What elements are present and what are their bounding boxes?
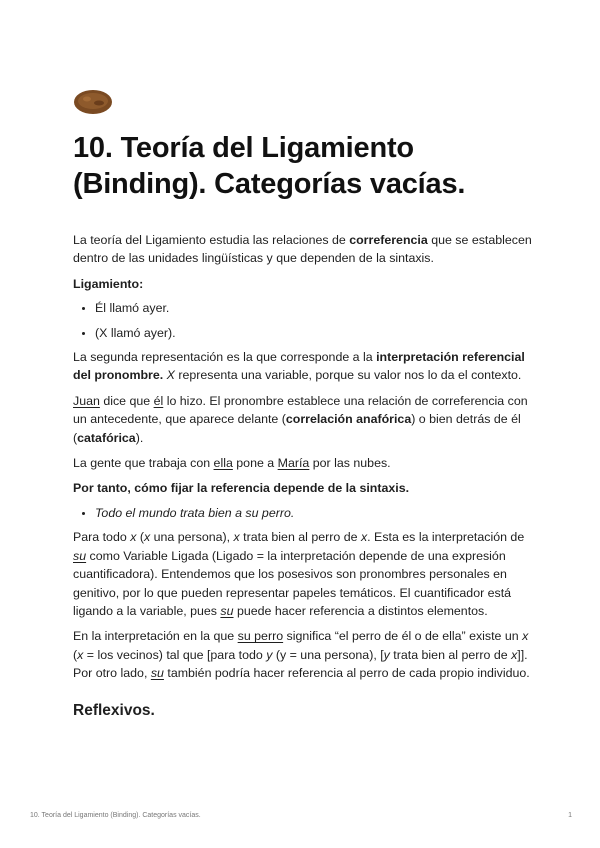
bold-term: interpretación referencial del pronombre. xyxy=(73,350,525,383)
underlined-word: él xyxy=(153,393,164,408)
underlined-word: ella xyxy=(213,456,233,471)
por-tanto-paragraph: Por tanto, cómo fijar la referencia depende de la sintaxis. xyxy=(73,481,410,496)
text: Para todo xyxy=(73,530,131,545)
text: La gente que trabaja con xyxy=(73,456,214,471)
text: ) o bien detrás de él ( xyxy=(73,412,521,445)
bold-term: correferencia xyxy=(349,233,428,247)
text: La teoría del Ligamiento estudia las relaciones de xyxy=(73,233,350,247)
italic-var: X xyxy=(166,368,175,383)
example-sentence: Todo el mundo trata bien a su perro. xyxy=(95,505,295,520)
italic-var: x xyxy=(360,530,368,545)
bold-term: correlación anafórica xyxy=(285,412,412,427)
text: una persona), xyxy=(150,530,234,545)
example-list xyxy=(73,504,533,522)
intro-paragraph xyxy=(73,231,533,268)
interpretacion-paragraph xyxy=(73,627,533,682)
text: ]]. Por otro lado, xyxy=(73,647,528,681)
underlined-word: Juan xyxy=(73,393,100,408)
underlined-word: su xyxy=(150,666,164,681)
text: puede hacer referencia a distintos elementos. xyxy=(233,603,488,618)
bold-term: catafórica xyxy=(77,430,136,445)
list-item: • Él llamó ayer. xyxy=(95,299,533,317)
text: trata bien al perro de xyxy=(239,530,361,545)
italic-var: x xyxy=(130,530,137,545)
title-line-1: 10. Teoría del Ligamiento xyxy=(73,132,414,164)
text: trata bien al perro de xyxy=(389,647,512,662)
text: que se establecen dentro de las unidades lingüísticas y que dependen de la sintaxis. xyxy=(73,233,532,266)
blob-logo xyxy=(73,88,113,116)
italic-var: x xyxy=(522,629,529,644)
text: En la interpretación en la que xyxy=(73,629,238,644)
text: lo hizo. El pronombre establece una relación de correferencia con un antecedente, que aparece delante ( xyxy=(73,393,528,427)
text: ). xyxy=(135,430,144,445)
underlined-word: María xyxy=(277,456,310,471)
underlined-word: su xyxy=(73,548,87,563)
text: . Esta es la interpretación de xyxy=(367,530,525,545)
text: como Variable Ligada (Ligado = la interpretación depende de una expresión cuantificadora). Entendemos que los posesivos son pronombres personales en genitivo, por lo que pueden representar papeles temáticos. El cuantificador está ligando a la variable, pues xyxy=(73,548,512,618)
text: ( xyxy=(73,647,78,662)
footer-doc-title: 10. Teoría del Ligamiento (Binding). Categorías vacías. xyxy=(30,812,201,819)
text: = los vecinos) tal que [para todo xyxy=(83,647,267,662)
ligamiento-list xyxy=(73,299,533,342)
italic-var: x xyxy=(77,647,84,662)
text: La segunda representación es la que corresponde a la xyxy=(73,350,377,365)
text: (y = una persona), [ xyxy=(272,647,384,662)
segunda-paragraph xyxy=(73,348,533,385)
text: también podría hacer referencia al perro de cada propio individuo. xyxy=(163,666,530,681)
list-item: • (X llamó ayer). xyxy=(95,324,533,342)
italic-var: x xyxy=(143,530,151,545)
text: pone a xyxy=(232,456,278,471)
para-todo-paragraph xyxy=(73,528,533,620)
title-line-2: (Binding). Categorías vacías. xyxy=(73,168,466,200)
juan-paragraph xyxy=(73,392,533,447)
text: significa “el perro de él o de ella” existe un xyxy=(283,629,523,644)
page-title xyxy=(73,130,533,202)
list-item xyxy=(95,504,533,522)
text: dice que xyxy=(99,393,154,408)
italic-var: y xyxy=(383,647,390,662)
document-page xyxy=(73,88,533,721)
footer-page-number: 1 xyxy=(568,812,572,819)
gente-paragraph xyxy=(73,454,533,472)
italic-var: x xyxy=(511,647,518,662)
italic-var: y xyxy=(266,647,273,662)
text: por las nubes. xyxy=(309,456,391,471)
underlined-word: su perro xyxy=(237,629,284,644)
text: representa una variable, porque su valor nos lo da el contexto. xyxy=(174,368,522,383)
section-heading: Reflexivos. xyxy=(73,701,155,719)
italic-var: x xyxy=(233,530,240,545)
page-footer xyxy=(30,812,572,819)
ligamiento-label: Ligamiento: xyxy=(73,276,144,291)
underlined-word: su xyxy=(220,603,234,618)
text: ( xyxy=(136,530,144,545)
